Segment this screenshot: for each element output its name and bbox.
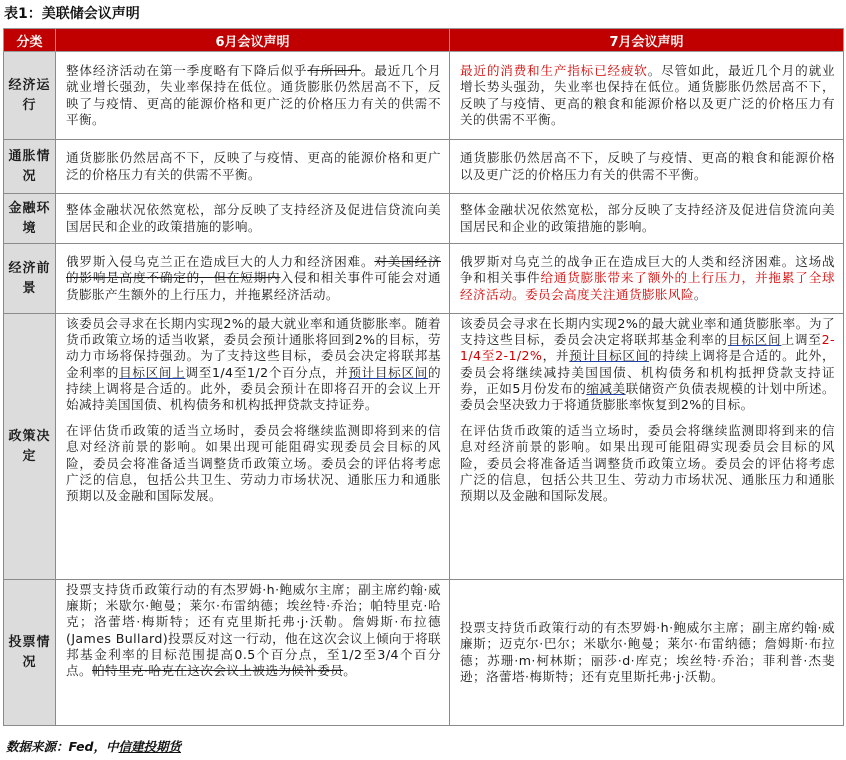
june-voting-text-2: 。 xyxy=(343,663,357,679)
june-policy-paragraph-1 xyxy=(66,316,441,413)
june-policy-paragraph-2: 在评估货币政策的适当立场时，委员会将继续监测即将到来的信息对经济前景的影响。如果出现可能阻碍实现委员会目标的风险，委员会将准备适当调整货币政策立场。委员会的评估将考虑广泛的信息，包括公共卫生、劳动力市场状况、通胀压力和通胀预期以及金融和国际发展。 xyxy=(66,423,441,504)
july-policy-paragraph-1 xyxy=(460,316,835,413)
july-policy-text-g: 的持续上调将是合适的。此外，委员会将继续减持美国国债、机构债务和机构抵押贷款支持证券，正如5月份发布的 xyxy=(460,348,835,396)
july-outlook-highlight: 给通货膨胀带来了额外的上行压力，并拖累了全球经济活动。委员会高度关注通货膨胀风险 xyxy=(460,270,835,302)
table-row xyxy=(4,194,844,244)
source-org: 信建投期货 xyxy=(118,739,182,754)
category-financial: 金融环境 xyxy=(4,194,56,244)
header-july: 7月会议声明 xyxy=(450,29,844,52)
june-policy xyxy=(56,314,450,580)
june-outlook xyxy=(56,244,450,314)
june-policy-underline-2: 预计目标区间 xyxy=(348,364,428,380)
july-policy-paragraph-2: 在评估货币政策的适当立场时，委员会将继续监测即将到来的信息对经济前景的影响。如果出现可能阻碍实现委员会目标的风险，委员会将准备适当调整货币政策立场。委员会的评估将考虑广泛的信息，包括公共卫生、劳动力市场状况、通胀压力和通胀预期以及金融和国际发展。 xyxy=(460,423,835,504)
june-economy xyxy=(56,52,450,140)
july-policy-rate-highlight: 2-1/4至2-1/2% xyxy=(460,332,835,364)
category-policy: 政策决定 xyxy=(4,314,56,580)
july-policy-text-i: 联储资产负债表规模的计划中所述。委员会坚决致力于将通货膨胀率恢复到2%的目标。 xyxy=(460,380,835,413)
july-economy-text: 。尽管如此，最近几个月的就业增长势头强劲，失业率也保持在低位。通货膨胀仍然居高不下，反映了与疫情、更高的粮食和能源价格以及更广泛的价格压力有关的供需不平衡。 xyxy=(460,63,835,127)
july-economy-highlight: 最近的消费和生产指标已经疲软 xyxy=(460,63,648,79)
july-policy-underline-3: 缩减美 xyxy=(586,380,626,396)
category-outlook: 经济前景 xyxy=(4,244,56,314)
july-policy-text-c: 上调至 xyxy=(781,332,822,348)
july-policy-text-e: ，并 xyxy=(542,348,570,364)
fomc-statement-table xyxy=(3,28,844,726)
table-row xyxy=(4,52,844,140)
june-financial: 整体金融状况依然宽松，部分反映了支持经济及促进信贷流向美国居民和企业的政策措施的影响。 xyxy=(56,194,450,244)
june-outlook-text-1: 俄罗斯入侵乌克兰正在造成巨大的人力和经济困难。 xyxy=(66,254,375,270)
header-category: 分类 xyxy=(4,29,56,52)
category-economy: 经济运行 xyxy=(4,52,56,140)
source-label: 数据来源：Fed，中 xyxy=(6,739,119,754)
table-row xyxy=(4,580,844,726)
table-row xyxy=(4,314,844,580)
july-policy xyxy=(450,314,844,580)
july-outlook-text-2: 。 xyxy=(693,286,707,302)
june-voting-text-1: 投票支持货币政策行动的有杰罗姆·h·鲍威尔主席；副主席约翰·威廉斯；米歇尔·鲍曼；莱尔·布雷纳德；埃丝特·乔治；帕特里克·哈克；洛蕾塔·梅斯特；还有克里斯托弗·j·沃勒。詹姆斯·布拉德(James Bullard)投票反对这一行动，他在这次会议上倾向于将联邦基金利率的目标范围提高0.5个百分点，至1/2至3/4个百分点。 xyxy=(66,582,441,679)
june-voting-deleted: 帕特里克·哈克在这次会议上被选为候补委员 xyxy=(92,663,344,679)
july-policy-text-a: 该委员会寻求在长期内实现2%的最大就业率和通货膨胀率。为了支持这些目标，委员会决定将联邦基金利率的 xyxy=(460,316,835,348)
table-row xyxy=(4,140,844,194)
july-policy-underline-1: 目标区间 xyxy=(727,332,782,348)
july-economy xyxy=(450,52,844,140)
category-inflation: 通胀情况 xyxy=(4,140,56,194)
june-outlook-deleted: 对美国经济的影响是高度不确定的，但在短期内 xyxy=(66,254,441,286)
june-policy-text-e: 的持续上调将是合适的。此外，委员会预计在即将召开的会议上开始减持美国国债、机构债务和机构抵押贷款支持证券。 xyxy=(66,364,441,413)
june-policy-underline-1: 目标区间上 xyxy=(119,364,186,380)
data-source xyxy=(6,737,181,755)
june-policy-text-a: 该委员会寻求在长期内实现2%的最大就业率和通货膨胀率。随着货币政策立场的适当收紧，委员会预计通胀将回到2%的目标，劳动力市场将保持强劲。为了支持这些目标，委员会决定将联邦基金利率的 xyxy=(66,316,441,380)
june-economy-text-1: 整体经济活动在第一季度略有下降后似乎 xyxy=(66,63,308,79)
june-voting xyxy=(56,580,450,726)
header-june: 6月会议声明 xyxy=(56,29,450,52)
june-outlook-text-2: 入侵和相关事件可能会对通货膨胀产生额外的上行压力，并拖累经济活动。 xyxy=(66,270,441,302)
june-economy-deleted: 有所回升 xyxy=(307,63,361,79)
july-financial: 整体金融状况依然宽松，部分反映了支持经济及促进信贷流向美国居民和企业的政策措施的影响。 xyxy=(450,194,844,244)
table-header-row xyxy=(4,29,844,52)
july-outlook-text-1: 俄罗斯对乌克兰的战争正在造成巨大的人类和经济困难。这场战争和相关事件 xyxy=(460,254,835,286)
june-economy-text-2: 。最近几个月就业增长强劲，失业率保持在低位。通货膨胀仍然居高不下，反映了与疫情、更高的能源价格和更广泛的价格压力有关的供需不平衡。 xyxy=(66,63,441,127)
june-inflation: 通货膨胀仍然居高不下，反映了与疫情、更高的能源价格和更广泛的价格压力有关的供需不平衡。 xyxy=(56,140,450,194)
table-title: 表1：美联储会议声明 xyxy=(4,6,140,22)
june-policy-text-c: 调至1/4至1/2个百分点，并 xyxy=(185,364,349,380)
category-voting: 投票情况 xyxy=(4,580,56,726)
july-inflation: 通货膨胀仍然居高不下，反映了与疫情、更高的粮食和能源价格以及更广泛的价格压力有关的供需不平衡。 xyxy=(450,140,844,194)
table-row xyxy=(4,244,844,314)
july-policy-underline-2: 预计目标区间 xyxy=(569,348,650,364)
july-voting: 投票支持货币政策行动的有杰罗姆·h·鲍威尔主席；副主席约翰·威廉斯；迈克尔·巴尔；米歇尔·鲍曼；莱尔·布雷纳德；詹姆斯·布拉德；苏珊·m·柯林斯；丽莎·d·库克；埃丝特·乔治；菲利普·杰斐逊；洛蕾塔·梅斯特；还有克里斯托弗·j·沃勒。 xyxy=(450,580,844,726)
july-outlook xyxy=(450,244,844,314)
